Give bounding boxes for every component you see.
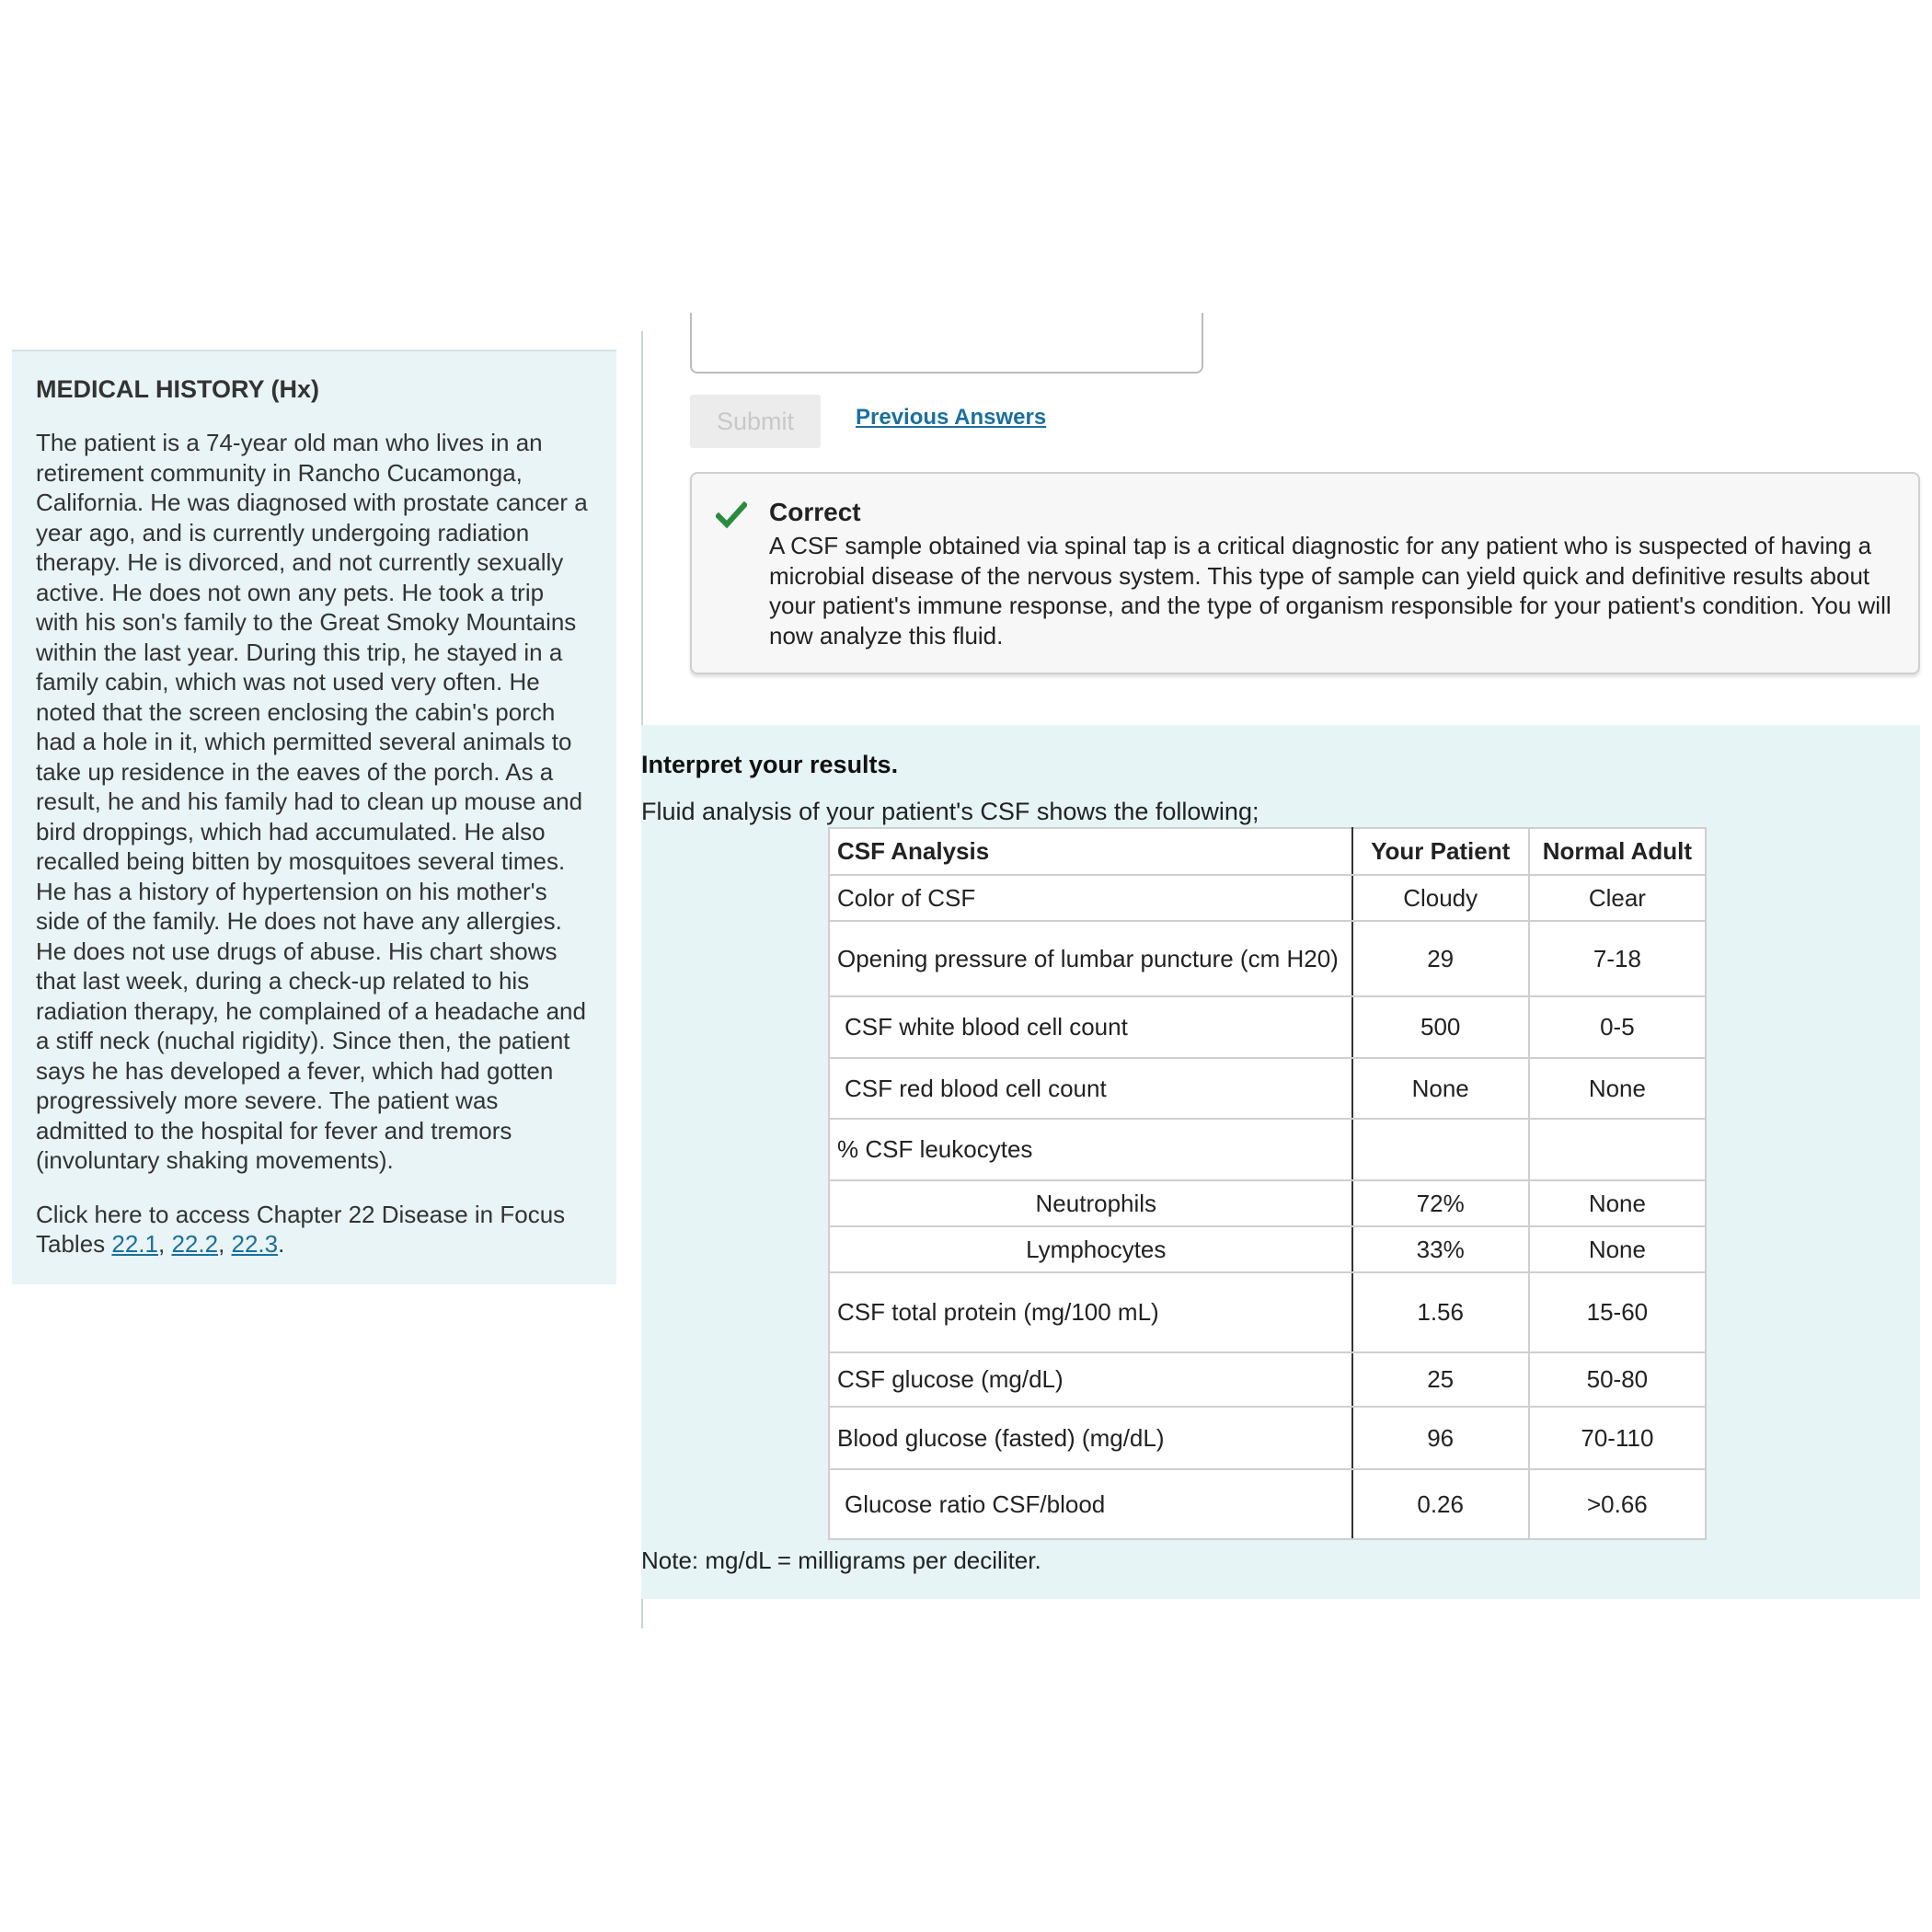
feedback-status: Correct bbox=[769, 498, 861, 526]
patient-value: 500 bbox=[1352, 996, 1529, 1058]
check-icon bbox=[716, 501, 747, 529]
medical-history-text: The patient is a 74-year old man who lives in an retirement community in Rancho Cucamonga, California. He was diagnosed with prostate cancer a year ago, and is currently undergoing radiation therapy. He is divorced, and not currently sexually active. He does not own any pets. He took a trip with his son's family to the Great Smoky Mountains within the last year. During this trip, he stayed in a family cabin, which was not used very often. He noted that the screen enclosing the cabin's porch had a hole in it, which permitted several animals to take up residence in the eaves of the porch. As a result, he and his family had to clean up mouse and bird droppings, which had accumulated. He also recalled being bitten by mosquitoes several times. He has a history of hypertension on his mother's side of the family. He does not have any allergies. He does not use drugs of abuse. His chart shows that last week, during a check-up related to his radiation therapy, he complained of a headache and a stiff neck (nuchal rigidity). Since then, the patient says he has developed a fever, which had gotten progressively more severe. The patient was admitted to the hospital for fever and tremors (involuntary shaking movements). bbox=[36, 429, 588, 1174]
results-intro: Fluid analysis of your patient's CSF shows the following; bbox=[641, 798, 1259, 825]
normal-value: None bbox=[1529, 1058, 1706, 1119]
row-label: CSF total protein (mg/100 mL) bbox=[829, 1272, 1352, 1352]
table-row bbox=[829, 1469, 1706, 1539]
row-label: % CSF leukocytes bbox=[829, 1119, 1352, 1180]
disease-tables-links bbox=[36, 1200, 592, 1259]
patient-value bbox=[1352, 1119, 1529, 1180]
patient-value: 0.26 bbox=[1352, 1469, 1529, 1539]
table-header-row bbox=[829, 828, 1706, 875]
submit-button[interactable]: Submit bbox=[690, 395, 821, 448]
patient-value: 96 bbox=[1352, 1407, 1529, 1469]
csf-analysis-table bbox=[828, 827, 1707, 1540]
row-label: CSF red blood cell count bbox=[829, 1058, 1352, 1119]
medical-history-panel bbox=[12, 350, 616, 1284]
table-row bbox=[829, 1407, 1706, 1469]
medical-history-title: MEDICAL HISTORY (Hx) bbox=[36, 375, 320, 403]
results-heading: Interpret your results. bbox=[641, 751, 899, 778]
normal-value: 0-5 bbox=[1529, 996, 1706, 1058]
patient-value: 29 bbox=[1352, 921, 1529, 996]
previous-answers-link[interactable]: Previous Answers bbox=[856, 405, 1047, 430]
answer-input-box[interactable] bbox=[690, 313, 1203, 374]
table-row bbox=[829, 1058, 1706, 1119]
table-row bbox=[829, 921, 1706, 996]
patient-value: 72% bbox=[1352, 1180, 1529, 1226]
patient-value: None bbox=[1352, 1058, 1529, 1119]
normal-value: 15-60 bbox=[1529, 1272, 1706, 1352]
table-row bbox=[829, 1352, 1706, 1407]
table-row bbox=[829, 1272, 1706, 1352]
table-row bbox=[829, 1226, 1706, 1272]
table-row bbox=[829, 996, 1706, 1058]
link-separator: , bbox=[158, 1230, 172, 1258]
patient-value: 33% bbox=[1352, 1226, 1529, 1272]
row-label: Lymphocytes bbox=[829, 1226, 1352, 1272]
table-row bbox=[829, 1180, 1706, 1226]
table-row bbox=[829, 1119, 1706, 1180]
normal-value: None bbox=[1529, 1180, 1706, 1226]
normal-value: Clear bbox=[1529, 875, 1706, 921]
patient-value: 25 bbox=[1352, 1352, 1529, 1407]
table-link-22-1[interactable]: 22.1 bbox=[111, 1230, 158, 1258]
normal-value: >0.66 bbox=[1529, 1469, 1706, 1539]
normal-value bbox=[1529, 1119, 1706, 1180]
row-label: CSF glucose (mg/dL) bbox=[829, 1352, 1352, 1407]
row-label: CSF white blood cell count bbox=[829, 996, 1352, 1058]
normal-value: 70-110 bbox=[1529, 1407, 1706, 1469]
table-link-22-2[interactable]: 22.2 bbox=[171, 1230, 219, 1258]
header-normal-adult: Normal Adult bbox=[1529, 828, 1706, 875]
normal-value: 7-18 bbox=[1529, 921, 1706, 996]
links-end: . bbox=[278, 1230, 285, 1258]
feedback-box bbox=[690, 472, 1920, 674]
results-section bbox=[641, 725, 1920, 1599]
normal-value: 50-80 bbox=[1529, 1352, 1706, 1407]
row-label: Neutrophils bbox=[829, 1180, 1352, 1226]
row-label: Glucose ratio CSF/blood bbox=[829, 1469, 1352, 1539]
table-row bbox=[829, 875, 1706, 921]
table-link-22-3[interactable]: 22.3 bbox=[231, 1230, 279, 1258]
row-label: Color of CSF bbox=[829, 875, 1352, 921]
header-csf-analysis: CSF Analysis bbox=[829, 828, 1352, 875]
header-your-patient: Your Patient bbox=[1352, 828, 1529, 875]
patient-value: Cloudy bbox=[1352, 875, 1529, 921]
results-note: Note: mg/dL = milligrams per deciliter. bbox=[641, 1547, 1041, 1574]
row-label: Opening pressure of lumbar puncture (cm H20) bbox=[829, 921, 1352, 996]
row-label: Blood glucose (fasted) (mg/dL) bbox=[829, 1407, 1352, 1469]
link-separator: , bbox=[218, 1230, 232, 1258]
feedback-message: A CSF sample obtained via spinal tap is a critical diagnostic for any patient who is suspected of having a microbial disease of the nervous system. This type of sample can yield quick and definitive results about your patient's immune response, and the type of organism responsible for your patient's condition. You will now analyze this fluid. bbox=[769, 532, 1892, 650]
links-prefix: Click here to access Chapter 22 Disease in Focus Tables bbox=[36, 1200, 566, 1258]
patient-value: 1.56 bbox=[1352, 1272, 1529, 1352]
normal-value: None bbox=[1529, 1226, 1706, 1272]
